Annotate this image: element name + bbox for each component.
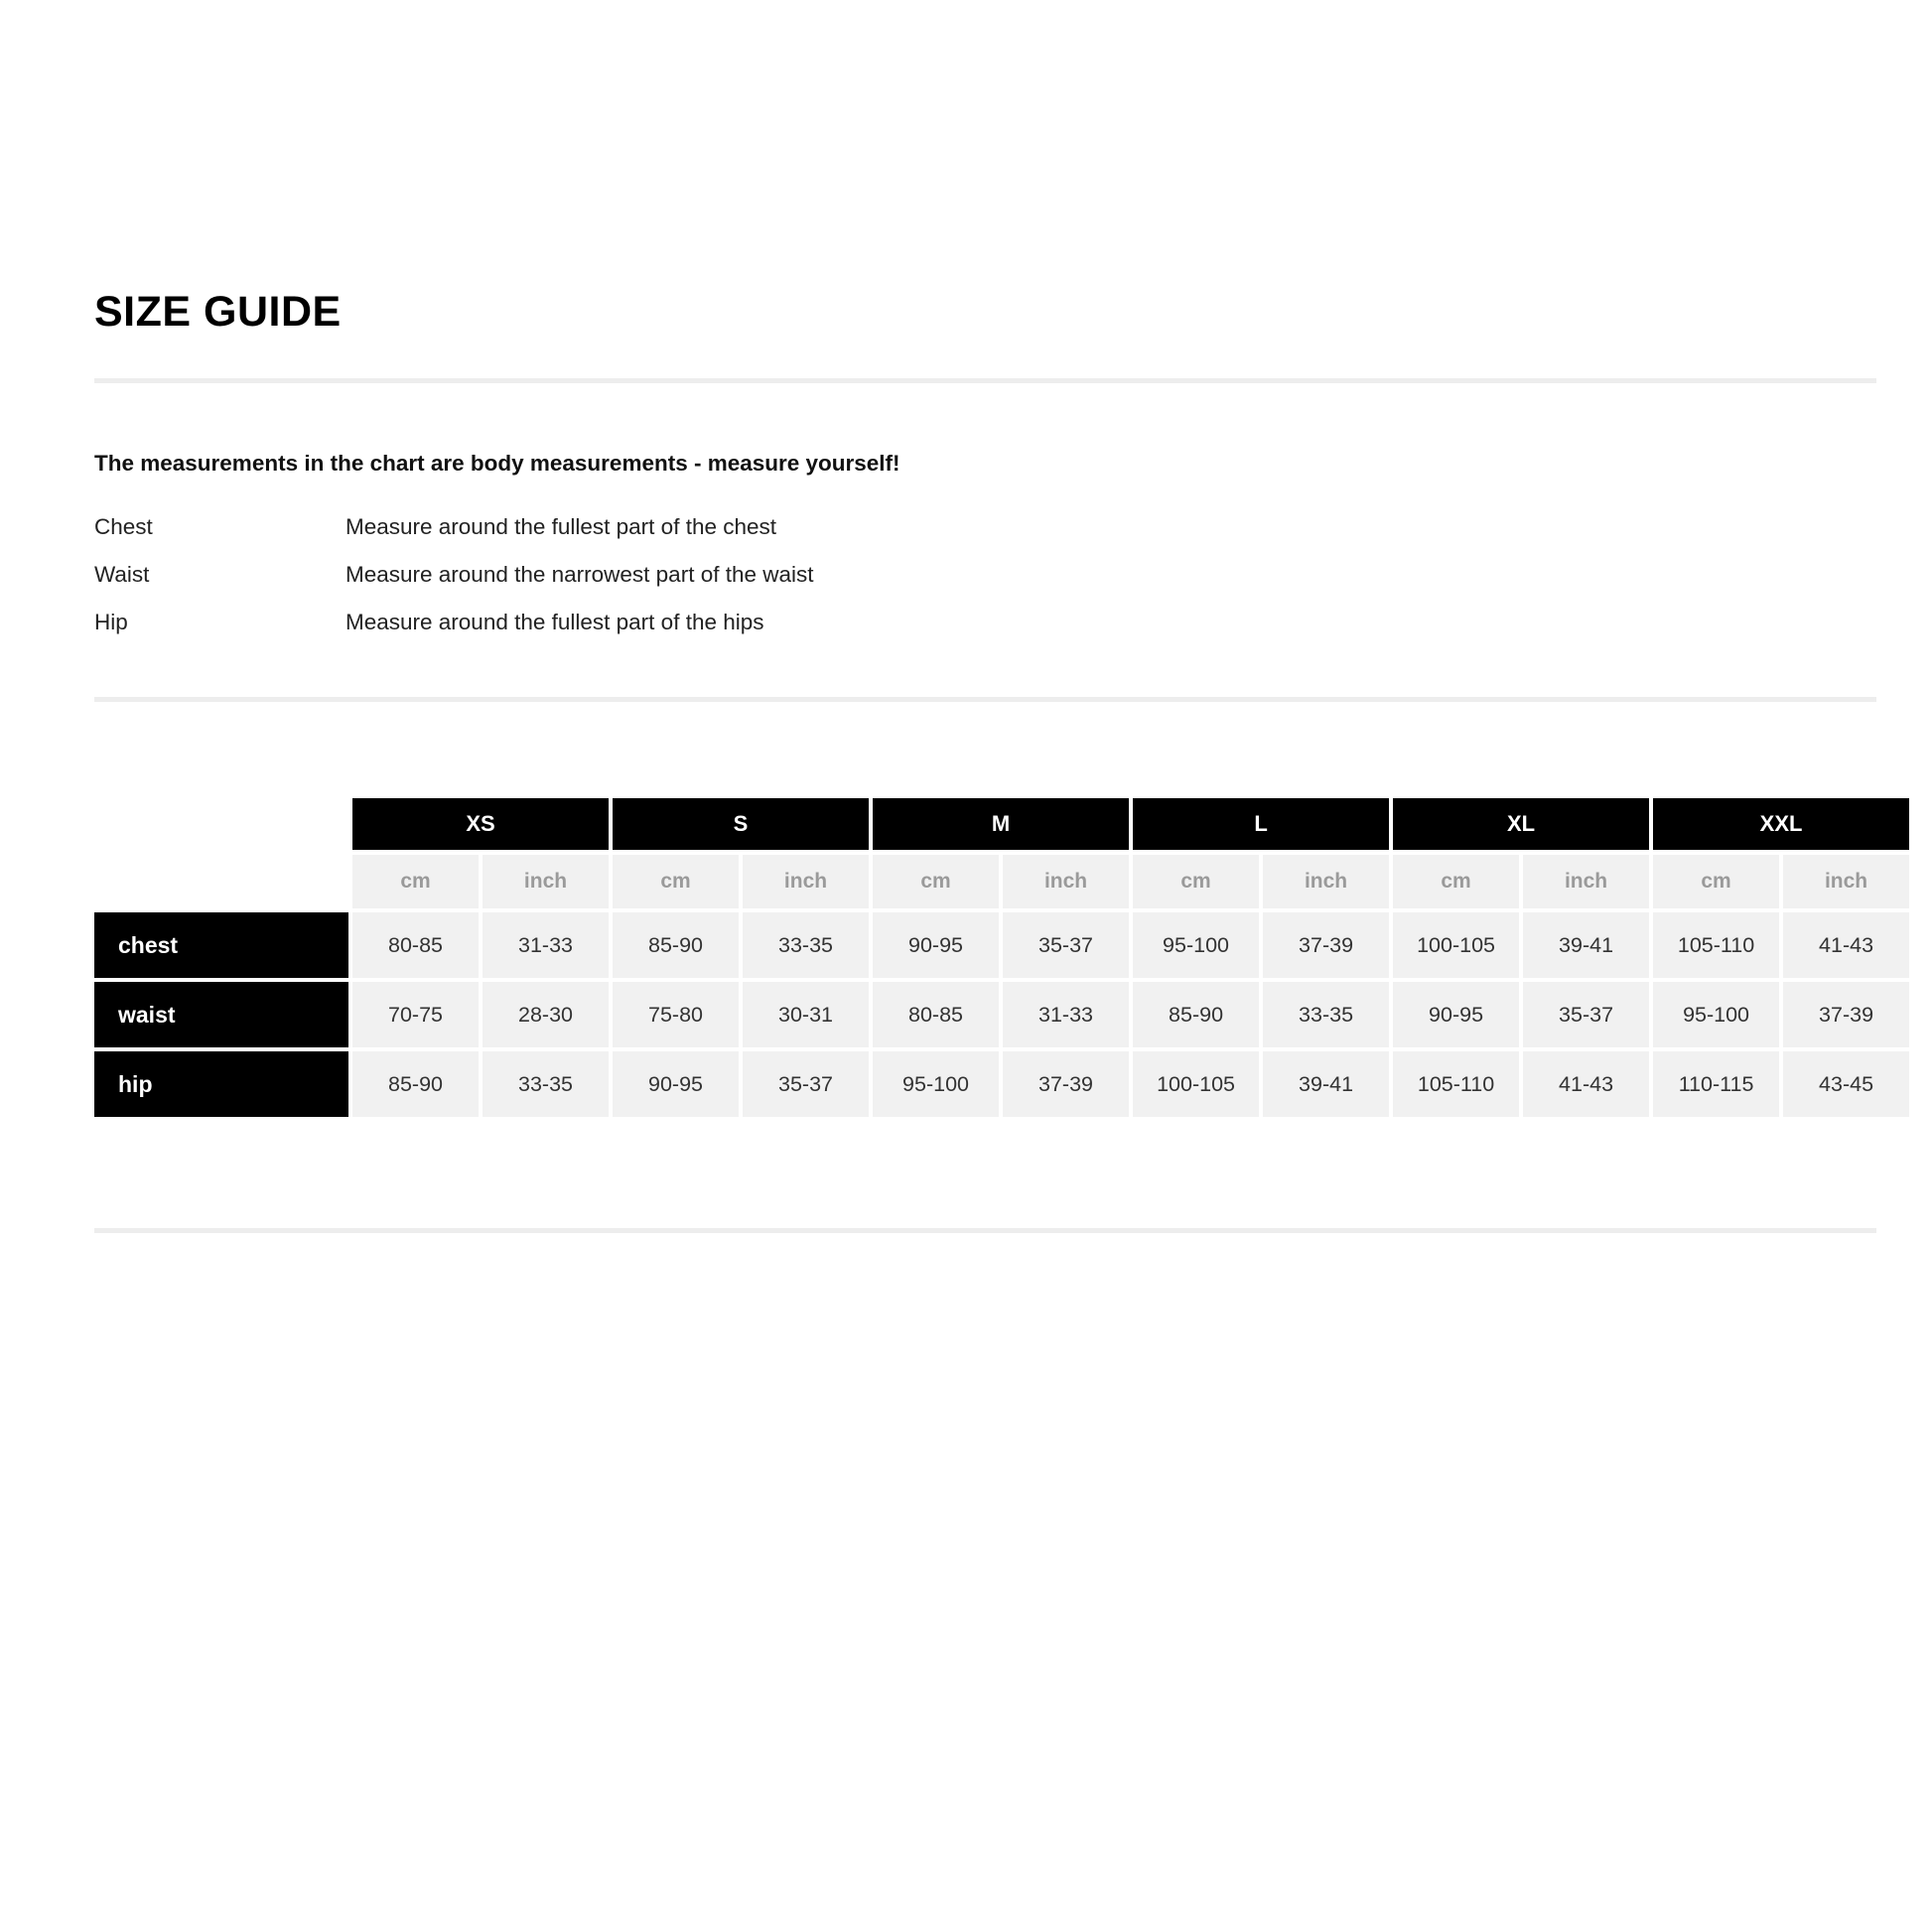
unit-header-xxl-inch: [1783, 855, 1909, 908]
cell-value: 85-90: [1133, 982, 1259, 1047]
intro-term-chest: Chest: [94, 514, 153, 539]
unit-label: cm: [352, 855, 479, 908]
cell-waist-xs-cm: [352, 982, 479, 1047]
cell-value: 100-105: [1393, 912, 1519, 978]
unit-label: cm: [1653, 855, 1779, 908]
cell-hip-xl-cm: [1393, 1051, 1519, 1117]
intro-definition-hip: Measure around the fullest part of the hips: [345, 610, 764, 634]
size-header-xxl-label: XXL: [1653, 798, 1909, 850]
cell-waist-xxl-inch: [1783, 982, 1909, 1047]
intro-definition-waist: Measure around the narrowest part of the waist: [345, 562, 814, 587]
size-header-xl-label: XL: [1393, 798, 1649, 850]
table-row: [94, 1051, 1909, 1117]
unit-header-m-inch: [1003, 855, 1129, 908]
unit-label: inch: [1003, 855, 1129, 908]
cell-value: 35-37: [743, 1051, 869, 1117]
intro-definition-chest: Measure around the fullest part of the chest: [345, 514, 777, 539]
cell-value: 100-105: [1133, 1051, 1259, 1117]
size-header-s-label: S: [613, 798, 869, 850]
row-label-text: hip: [94, 1051, 348, 1117]
cell-chest-xs-inch: [483, 912, 609, 978]
unit-label: inch: [1523, 855, 1649, 908]
cell-hip-xxl-inch: [1783, 1051, 1909, 1117]
unit-header-l-cm: [1133, 855, 1259, 908]
unit-header-s-inch: [743, 855, 869, 908]
cell-value: 85-90: [613, 912, 739, 978]
unit-label: inch: [743, 855, 869, 908]
cell-waist-xl-cm: [1393, 982, 1519, 1047]
cell-waist-m-inch: [1003, 982, 1129, 1047]
unit-label: cm: [1393, 855, 1519, 908]
cell-chest-l-cm: [1133, 912, 1259, 978]
cell-value: 33-35: [1263, 982, 1389, 1047]
cell-value: 90-95: [873, 912, 999, 978]
divider-middle: [94, 697, 1876, 702]
table-row: [94, 982, 1909, 1047]
size-header-l: [1133, 797, 1389, 851]
size-header-s: [613, 797, 869, 851]
size-header-xl: [1393, 797, 1649, 851]
cell-chest-s-inch: [743, 912, 869, 978]
cell-hip-xl-inch: [1523, 1051, 1649, 1117]
cell-value: 90-95: [613, 1051, 739, 1117]
intro-section: [94, 451, 1876, 635]
row-label-hip: [94, 1051, 348, 1117]
table-header-units: [94, 855, 1909, 908]
cell-value: 41-43: [1783, 912, 1909, 978]
cell-value: 37-39: [1783, 982, 1909, 1047]
cell-hip-m-inch: [1003, 1051, 1129, 1117]
cell-value: 37-39: [1003, 1051, 1129, 1117]
cell-value: 85-90: [352, 1051, 479, 1117]
cell-hip-xxl-cm: [1653, 1051, 1779, 1117]
table-corner-cell: [94, 797, 348, 851]
unit-header-m-cm: [873, 855, 999, 908]
cell-waist-s-cm: [613, 982, 739, 1047]
unit-label: cm: [1133, 855, 1259, 908]
unit-label: inch: [1263, 855, 1389, 908]
cell-chest-xxl-cm: [1653, 912, 1779, 978]
unit-header-xs-cm: [352, 855, 479, 908]
size-header-m-label: M: [873, 798, 1129, 850]
cell-value: 43-45: [1783, 1051, 1909, 1117]
cell-value: 28-30: [483, 982, 609, 1047]
row-label-chest: [94, 912, 348, 978]
divider-bottom: [94, 1228, 1876, 1233]
unit-label: cm: [873, 855, 999, 908]
cell-waist-xxl-cm: [1653, 982, 1779, 1047]
cell-waist-m-cm: [873, 982, 999, 1047]
size-chart-table-wrap: [94, 793, 1876, 1121]
unit-header-s-cm: [613, 855, 739, 908]
cell-value: 80-85: [352, 912, 479, 978]
cell-value: 75-80: [613, 982, 739, 1047]
cell-value: 37-39: [1263, 912, 1389, 978]
cell-value: 33-35: [483, 1051, 609, 1117]
row-label-text: chest: [94, 912, 348, 978]
cell-value: 31-33: [1003, 982, 1129, 1047]
cell-hip-s-inch: [743, 1051, 869, 1117]
cell-value: 105-110: [1653, 912, 1779, 978]
unit-label: cm: [613, 855, 739, 908]
cell-chest-xxl-inch: [1783, 912, 1909, 978]
unit-header-xl-cm: [1393, 855, 1519, 908]
cell-value: 95-100: [873, 1051, 999, 1117]
cell-waist-xl-inch: [1523, 982, 1649, 1047]
cell-chest-xl-cm: [1393, 912, 1519, 978]
cell-value: 39-41: [1523, 912, 1649, 978]
cell-value: 90-95: [1393, 982, 1519, 1047]
unit-header-xxl-cm: [1653, 855, 1779, 908]
cell-hip-m-cm: [873, 1051, 999, 1117]
intro-row-hip: [94, 610, 1876, 635]
size-header-m: [873, 797, 1129, 851]
cell-value: 105-110: [1393, 1051, 1519, 1117]
cell-waist-xs-inch: [483, 982, 609, 1047]
unit-header-xs-inch: [483, 855, 609, 908]
cell-value: 41-43: [1523, 1051, 1649, 1117]
unit-header-l-inch: [1263, 855, 1389, 908]
cell-value: 31-33: [483, 912, 609, 978]
cell-hip-s-cm: [613, 1051, 739, 1117]
cell-chest-xl-inch: [1523, 912, 1649, 978]
size-chart-table: [90, 793, 1913, 1121]
cell-value: 33-35: [743, 912, 869, 978]
intro-heading: The measurements in the chart are body measurements - measure yourself!: [94, 451, 900, 476]
row-label-waist: [94, 982, 348, 1047]
table-units-corner-cell: [94, 855, 348, 908]
cell-value: 35-37: [1523, 982, 1649, 1047]
cell-value: 39-41: [1263, 1051, 1389, 1117]
cell-hip-l-inch: [1263, 1051, 1389, 1117]
cell-waist-l-inch: [1263, 982, 1389, 1047]
cell-waist-l-cm: [1133, 982, 1259, 1047]
cell-hip-xs-cm: [352, 1051, 479, 1117]
divider-top: [94, 378, 1876, 383]
cell-chest-s-cm: [613, 912, 739, 978]
table-header-sizes: [94, 797, 1909, 851]
intro-term-waist: Waist: [94, 562, 150, 587]
cell-waist-s-inch: [743, 982, 869, 1047]
cell-hip-l-cm: [1133, 1051, 1259, 1117]
size-header-xxl: [1653, 797, 1909, 851]
cell-chest-xs-cm: [352, 912, 479, 978]
cell-value: 30-31: [743, 982, 869, 1047]
cell-chest-l-inch: [1263, 912, 1389, 978]
page-title: SIZE GUIDE: [94, 288, 342, 336]
intro-row-chest: [94, 514, 1876, 540]
unit-label: inch: [483, 855, 609, 908]
cell-value: 110-115: [1653, 1051, 1779, 1117]
cell-value: 95-100: [1133, 912, 1259, 978]
intro-term-hip: Hip: [94, 610, 128, 634]
intro-row-waist: [94, 562, 1876, 588]
cell-value: 35-37: [1003, 912, 1129, 978]
table-row: [94, 912, 1909, 978]
cell-hip-xs-inch: [483, 1051, 609, 1117]
size-guide-content: [94, 288, 1876, 1233]
size-header-xs-label: XS: [352, 798, 609, 850]
cell-chest-m-inch: [1003, 912, 1129, 978]
row-label-text: waist: [94, 982, 348, 1047]
unit-label: inch: [1783, 855, 1909, 908]
cell-value: 95-100: [1653, 982, 1779, 1047]
size-header-xs: [352, 797, 609, 851]
unit-header-xl-inch: [1523, 855, 1649, 908]
cell-value: 80-85: [873, 982, 999, 1047]
cell-value: 70-75: [352, 982, 479, 1047]
size-header-l-label: L: [1133, 798, 1389, 850]
cell-chest-m-cm: [873, 912, 999, 978]
